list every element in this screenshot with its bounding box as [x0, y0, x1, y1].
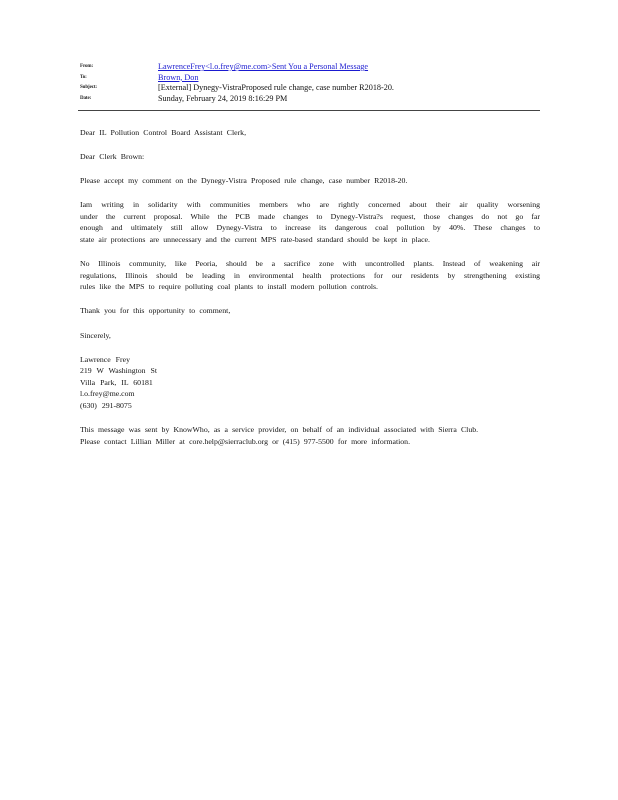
closing	[80, 330, 540, 342]
paragraph-accept	[80, 175, 540, 187]
salutation-board	[80, 127, 540, 139]
paragraph-line: under the current proposal. While the PCB made changes to Dynegy-Vistra?s request, those changes do not go far	[80, 211, 540, 221]
paragraph-line: No Illinois community, like Peoria, should be a sacrifice zone with uncontrolled plants. Instead of weakening air	[80, 259, 540, 269]
paragraph-accept-text: Please accept my comment on the Dynegy-Vistra Proposed rule change, case number R2018-20.	[80, 176, 408, 186]
salutation-clerk-text: Dear Clerk Brown:	[80, 152, 145, 162]
footer-line: This message was sent by KnowWho, as a service provider, on behalf of an individual associated with Sierra Club.	[80, 425, 479, 435]
paragraph-thanks-text: Thank you for this opportunity to comment,	[80, 306, 231, 316]
from-link[interactable]: LawrenceFrey<l.o.frey@me.com>Sent You a Personal Message	[158, 62, 369, 71]
date-label: Date:	[80, 95, 92, 101]
header-divider	[78, 110, 540, 111]
closing-text: Sincerely,	[80, 330, 111, 340]
signature-street: 219 W Washington St	[80, 366, 158, 376]
email-body	[80, 127, 540, 460]
footer-line: Please contact Lillian Miller at core.help@sierraclub.org or (415) 977-5500 for more information.	[80, 436, 411, 446]
to-label: To:	[80, 74, 87, 80]
footer-notice	[80, 424, 540, 447]
paragraph-thanks	[80, 305, 540, 317]
email-header	[80, 62, 540, 104]
to-link[interactable]: Brown, Don	[158, 72, 199, 82]
subject-row	[80, 83, 540, 94]
paragraph-line: rules like the MPS to require polluting coal plants to install modern pollution controls.	[80, 282, 378, 292]
salutation-clerk	[80, 151, 540, 163]
signature-email: l.o.frey@me.com	[80, 389, 135, 399]
from-label: From:	[80, 64, 94, 69]
paragraph-line: state air protections are unnecessary and the current MPS rate-based standard should be kept in place.	[80, 235, 430, 245]
date-value: Sunday, February 24, 2019 8:16:29 PM	[158, 93, 288, 103]
signature-phone: (630) 291-8075	[80, 401, 132, 410]
paragraph-solidarity	[80, 199, 540, 245]
paragraph-line: enough and ultimately still allow Dynegy-Vistra to increase its dangerous coal pollution by 40%. These changes to	[80, 223, 540, 233]
date-row	[80, 94, 540, 105]
paragraph-line: Iam writing in solidarity with communities members who are rightly concerned about their air quality worsening	[80, 200, 540, 210]
subject-value: [External] Dynegy-VistraProposed rule change, case number R2018-20.	[158, 83, 394, 92]
subject-label: Subject:	[80, 85, 97, 90]
signature-city: Villa Park, IL 60181	[80, 377, 153, 387]
signature-block	[80, 354, 540, 412]
signature-name: Lawrence Frey	[80, 354, 130, 364]
paragraph-peoria	[80, 258, 540, 293]
to-row	[80, 73, 540, 84]
from-row	[80, 62, 540, 73]
paragraph-line: regulations, Illinois should be leading in environmental health protections for our residents by strengthening existing	[80, 270, 540, 280]
salutation-board-text: Dear IL Pollution Control Board Assistant Clerk,	[80, 128, 247, 137]
